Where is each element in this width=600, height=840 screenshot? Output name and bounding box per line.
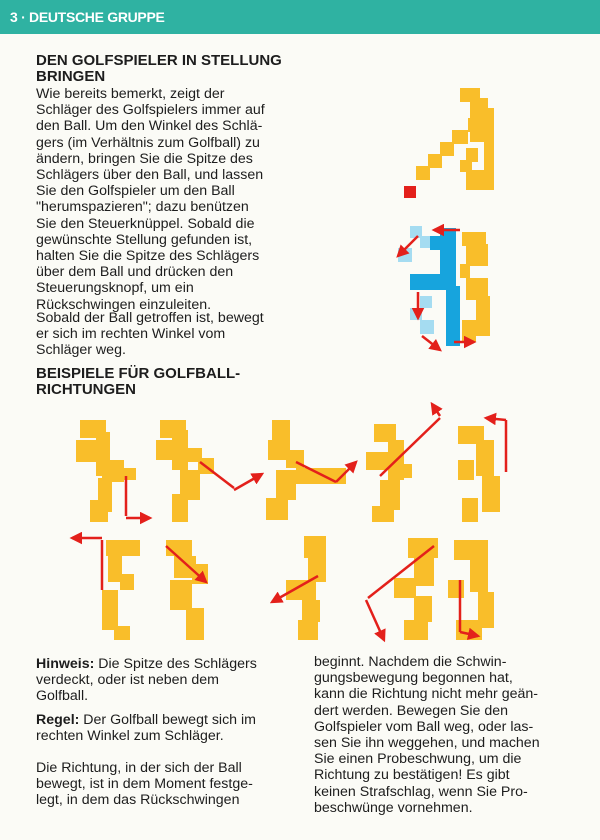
continuation-paragraph: beginnt. Nachdem die Schwin- gungsbewegung begonnen hat, kann die Richtung nicht mehr geän- dert werden. Bewegen Sie den Golfspieler vom Ball weg, oder las- sen Sie ihn weggehen, und machen Sie einen Probeschwung, um die Richtung zu bestätigen! Es gibt keinen Strafschlag, wenn Sie Pro- beschwünge vornehmen. — [314, 654, 540, 816]
heading-examples: BEISPIELE FÜR GOLFBALL- RICHTUNGEN — [36, 365, 241, 398]
rule-label: Regel: — [36, 712, 80, 728]
heading-positioning: DEN GOLFSPIELER IN STELLUNG BRINGEN — [36, 52, 282, 85]
paragraph-ball-movement: Sobald der Ball getroffen ist, bewegt er sich im rechten Winkel vom Schläger weg. — [36, 310, 264, 359]
example-row-2 — [72, 536, 494, 640]
example-row-1 — [76, 404, 506, 522]
golfer-backswing — [398, 226, 490, 350]
direction-paragraph: Die Richtung, in der sich der Ball bewegt, ist in dem Moment festge- legt, in dem das Rückschwingen — [36, 760, 253, 809]
hint-label: Hinweis: — [36, 656, 95, 672]
section-header: 3 · DEUTSCHE GRUPPE — [10, 9, 165, 25]
golf-ball — [404, 186, 416, 198]
golfer-club-diagonal — [416, 88, 494, 190]
hint-text: Die Spitze des Schlägers verdeckt, oder ist neben dem Golfball. — [36, 656, 257, 705]
paragraph-positioning: Wie bereits bemerkt, zeigt der Schläger des Golfspielers immer auf den Ball. Um den Winkel des Schlä- gers (im Verhältnis zum Golfball) zu ändern, bringen Sie die Spitze des Schlägers über den Ball, und lassen Sie den Golfspieler um den Ball "herumspazieren"; dazu benützen Sie den Steuerknüppel. Sobald die gewünschte Stellung gefunden ist, halten Sie die Spitze des Schlägers über dem Ball und drücken den Steuerungsknopf, um ein Rückschwingen einzuleiten. — [36, 86, 265, 313]
rule-text: Der Golfball bewegt sich im rechten Winkel zum Schläger. — [36, 712, 256, 745]
